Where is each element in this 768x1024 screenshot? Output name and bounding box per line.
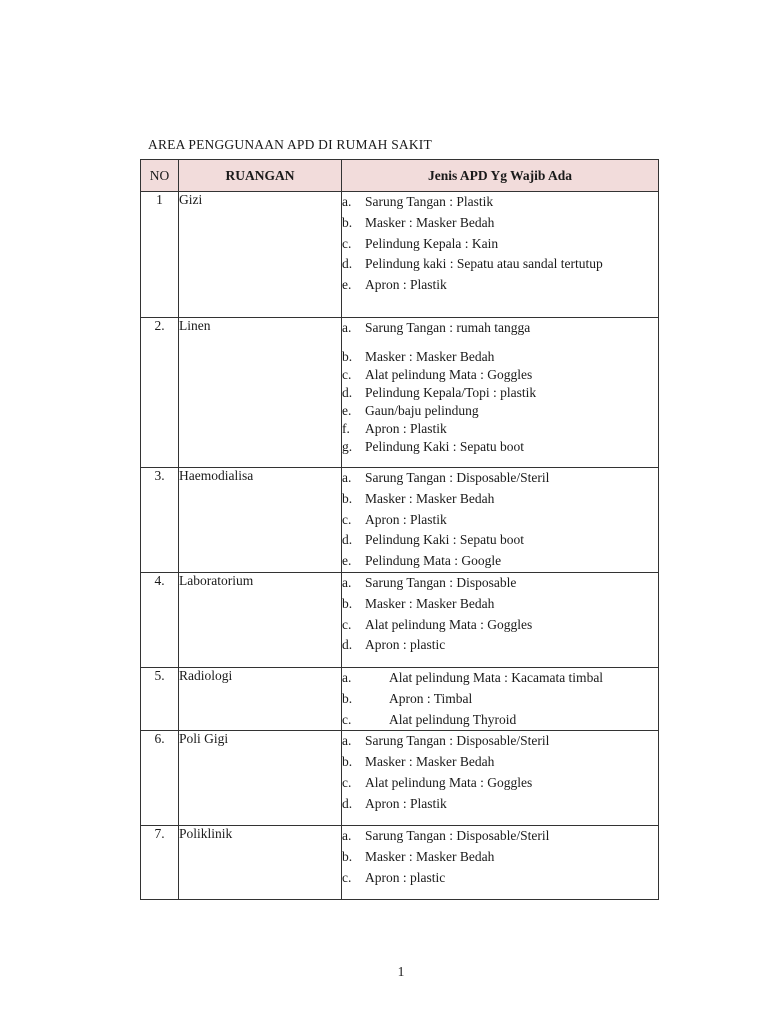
table-row (141, 468, 659, 573)
row-number: 7. (141, 826, 179, 900)
room-name: Haemodialisa (179, 468, 342, 573)
row-number: 5. (141, 667, 179, 730)
table-row (141, 667, 659, 730)
list-item: d. Pelindung Kaki : Sepatu boot (342, 532, 524, 548)
row-number: 2. (141, 318, 179, 468)
room-name: Poliklinik (179, 826, 342, 900)
list-item: b. Masker : Masker Bedah (342, 348, 495, 364)
table-row (141, 572, 659, 667)
room-name: Poli Gigi (179, 731, 342, 826)
list-item: c. Alat pelindung Thyroid (342, 711, 517, 727)
list-item: c. Apron : Plastik (342, 511, 447, 527)
apd-list (342, 668, 658, 730)
list-item: b. Masker : Masker Bedah (342, 754, 495, 770)
list-item: d. Apron : plastic (342, 637, 446, 653)
apd-list (342, 468, 658, 572)
room-name: Linen (179, 318, 342, 468)
list-item: b. Masker : Masker Bedah (342, 214, 495, 230)
table-header-row (141, 160, 659, 192)
list-item: b. Apron : Timbal (342, 690, 473, 706)
list-item: a. Sarung Tangan : rumah tangga (342, 320, 531, 335)
list-item: c. Alat pelindung Mata : Goggles (342, 616, 533, 632)
list-item: d. Apron : Plastik (342, 795, 447, 811)
page-number: 1 (397, 964, 405, 979)
list-item: a. Alat pelindung Mata : Kacamata timbal (342, 669, 604, 685)
list-item: a. Sarung Tangan : Plastik (342, 194, 494, 209)
table-row (141, 192, 659, 318)
header-no: NO (141, 160, 179, 192)
list-item: b. Masker : Masker Bedah (342, 595, 495, 611)
apd-cell (342, 572, 659, 667)
apd-table (140, 159, 659, 900)
apd-cell (342, 468, 659, 573)
list-item: e. Pelindung Mata : Google (342, 553, 502, 569)
list-item: c. Alat pelindung Mata : Goggles (342, 366, 533, 382)
document-title: AREA PENGGUNAAN APD DI RUMAH SAKIT (148, 137, 432, 152)
header-apd: Jenis APD Yg Wajib Ada (342, 160, 659, 192)
apd-cell (342, 826, 659, 900)
table-row (141, 731, 659, 826)
list-item: a. Sarung Tangan : Disposable (342, 574, 517, 590)
list-item: d. Pelindung Kepala/Topi : plastik (342, 384, 537, 400)
list-item: e. Apron : Plastik (342, 277, 447, 293)
list-item: b. Masker : Masker Bedah (342, 849, 495, 865)
apd-list (342, 573, 658, 656)
list-item: b. Masker : Masker Bedah (342, 490, 495, 506)
row-number: 4. (141, 572, 179, 667)
apd-cell (342, 192, 659, 318)
apd-cell (342, 318, 659, 468)
apd-cell (342, 731, 659, 826)
room-name: Gizi (179, 192, 342, 318)
room-name: Laboratorium (179, 572, 342, 667)
list-item: c. Alat pelindung Mata : Goggles (342, 774, 533, 790)
list-item: d. Pelindung kaki : Sepatu atau sandal tertutup (342, 256, 603, 272)
row-number: 3. (141, 468, 179, 573)
apd-list (342, 318, 658, 456)
list-item: a. Sarung Tangan : Disposable/Steril (342, 828, 550, 844)
list-item: e. Gaun/baju pelindung (342, 402, 479, 418)
room-name: Radiologi (179, 667, 342, 730)
list-item: a. Sarung Tangan : Disposable/Steril (342, 470, 550, 485)
list-item: c. Apron : plastic (342, 869, 446, 885)
table-row (141, 318, 659, 468)
apd-cell (342, 667, 659, 730)
list-item: a. Sarung Tangan : Disposable/Steril (342, 733, 550, 749)
list-item: g. Pelindung Kaki : Sepatu boot (342, 438, 524, 454)
row-number: 6. (141, 731, 179, 826)
header-room: RUANGAN (179, 160, 342, 192)
apd-list (342, 731, 658, 814)
list-item: c. Pelindung Kepala : Kain (342, 235, 499, 251)
table-row (141, 826, 659, 900)
apd-list (342, 192, 658, 296)
list-item: f. Apron : Plastik (342, 420, 447, 436)
apd-list (342, 826, 658, 888)
row-number: 1 (141, 192, 179, 318)
